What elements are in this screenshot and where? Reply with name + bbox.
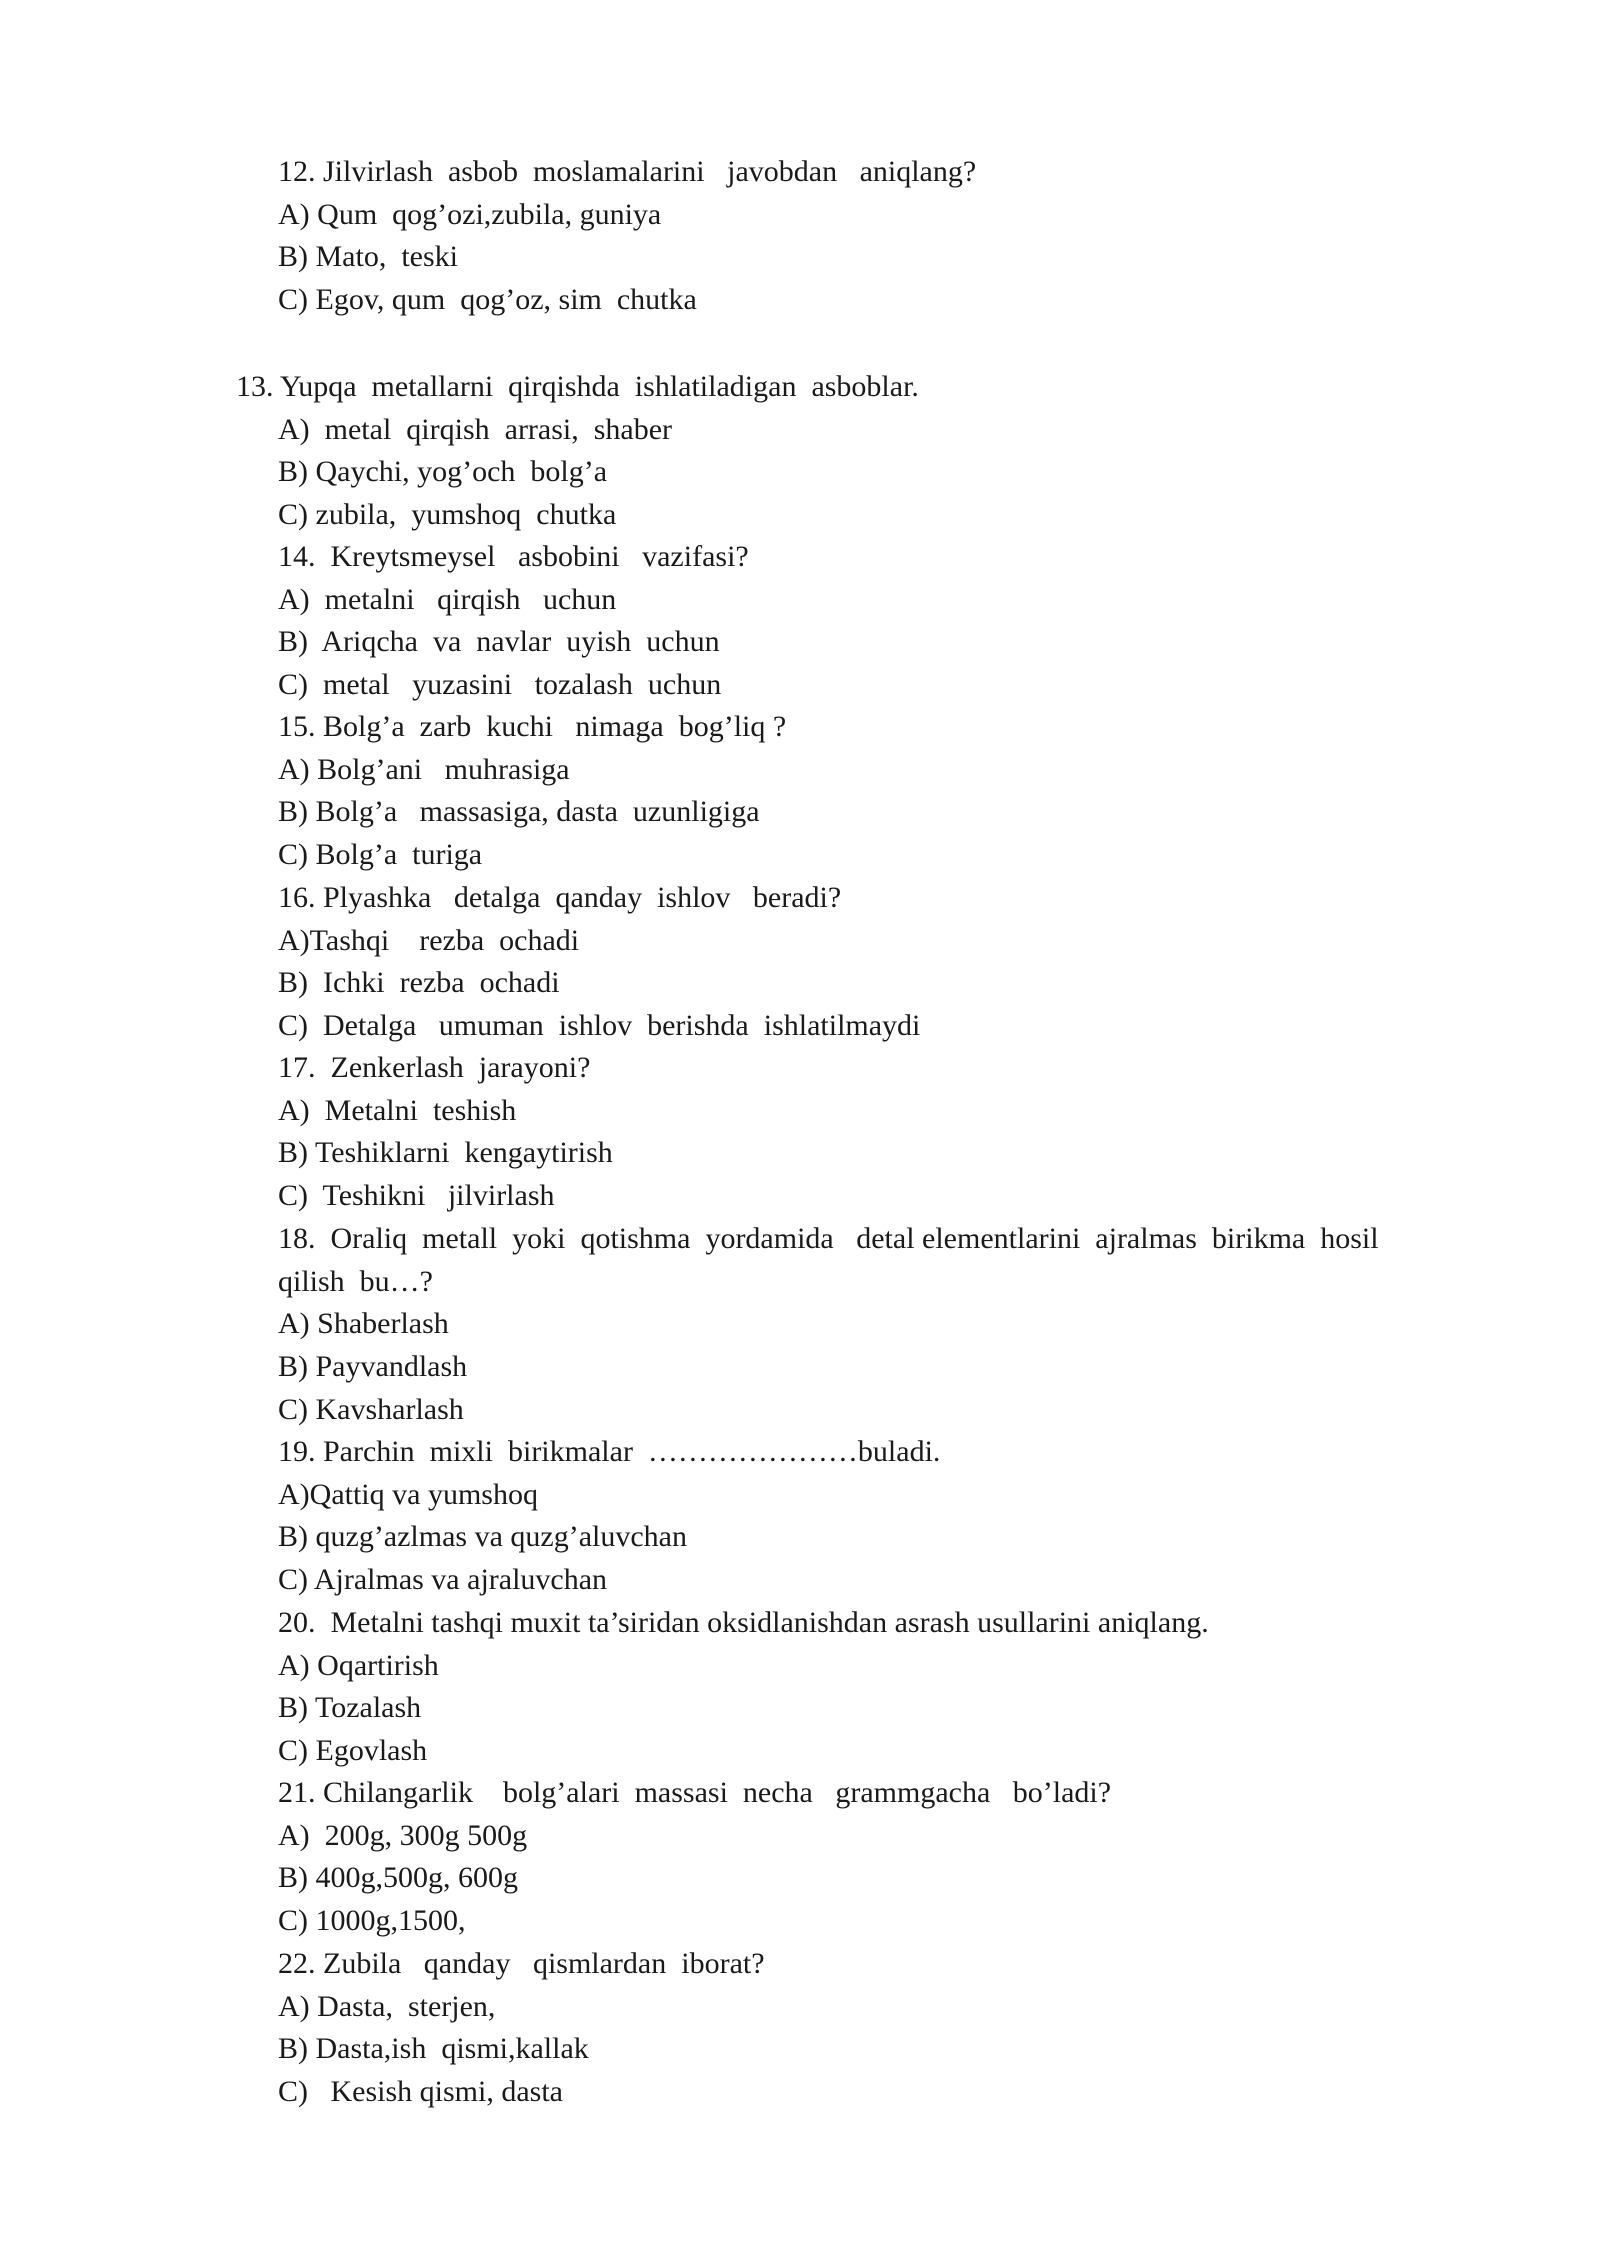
question-text: Metalni tashqi muxit ta’siridan oksidlanishdan asrash usullarini aniqlang. bbox=[323, 1606, 1209, 1639]
answer-option-a: A) Bolg’ani muhrasiga bbox=[278, 752, 570, 786]
question-21 bbox=[278, 1775, 1111, 1811]
answer-option-c: C) Ajralmas va ajraluvchan bbox=[278, 1563, 608, 1597]
answer-option-a: A) 200g, 300g 500g bbox=[278, 1818, 528, 1852]
answer-option-c: C) 1000g,1500, bbox=[278, 1904, 466, 1938]
answer-option-a: A) Dasta, sterjen, bbox=[278, 1989, 496, 2023]
question-text: Kreytsmeysel asbobini vazifasi? bbox=[323, 540, 749, 573]
answer-option-c: C) Teshikni jilvirlash bbox=[278, 1179, 555, 1213]
answer-option-b: B) Teshiklarni kengaytirish bbox=[278, 1136, 613, 1170]
question-15 bbox=[278, 709, 786, 745]
question-number: 12. bbox=[278, 155, 316, 188]
answer-option-b: B) Dasta,ish qismi,kallak bbox=[278, 2032, 589, 2066]
answer-option-c: C) Egovlash bbox=[278, 1734, 428, 1768]
answer-option-b: B) Payvandlash bbox=[278, 1350, 468, 1384]
question-number: 20. bbox=[278, 1606, 316, 1639]
answer-option-a: A) metal qirqish arrasi, shaber bbox=[278, 412, 673, 446]
answer-option-c: C) Egov, qum qog’oz, sim chutka bbox=[278, 283, 697, 317]
question-number: 21. bbox=[278, 1776, 316, 1809]
question-text: Plyashka detalga qanday ishlov beradi? bbox=[323, 881, 842, 914]
answer-option-b: B) Ariqcha va navlar uyish uchun bbox=[278, 625, 720, 659]
question-text: Chilangarlik bolg’alari massasi necha grammgacha bo’ladi? bbox=[323, 1776, 1112, 1809]
question-19 bbox=[278, 1434, 940, 1470]
question-number: 15. bbox=[278, 710, 316, 743]
question-12 bbox=[278, 154, 976, 190]
question-22 bbox=[278, 1946, 765, 1982]
answer-option-b: B) quzg’azlmas va quzg’aluvchan bbox=[278, 1520, 687, 1554]
question-text: Bolg’a zarb kuchi nimaga bog’liq ? bbox=[323, 710, 787, 743]
question-text: Jilvirlash asbob moslamalarini javobdan aniqlang? bbox=[323, 155, 977, 188]
answer-option-c: C) Kesish qismi, dasta bbox=[278, 2075, 563, 2109]
answer-option-b: B) Bolg’a massasiga, dasta uzunligiga bbox=[278, 795, 760, 829]
question-number: 14. bbox=[278, 540, 316, 573]
answer-option-c: C) zubila, yumshoq chutka bbox=[278, 498, 617, 532]
question-number: 18. bbox=[278, 1222, 316, 1255]
answer-option-a: A)Tashqi rezba ochadi bbox=[278, 923, 580, 957]
question-text: Oraliq metall yoki qotishma yordamida detal elementlarini ajralmas birikma hosil bbox=[323, 1222, 1379, 1255]
question-number: 16. bbox=[278, 881, 316, 914]
question-18 bbox=[278, 1221, 1379, 1257]
answer-option-a: A) Oqartirish bbox=[278, 1648, 439, 1682]
answer-option-b: B) Mato, teski bbox=[278, 240, 458, 274]
answer-option-b: B) Qaychi, yog’och bolg’a bbox=[278, 455, 608, 489]
question-text-continued: qilish bu…? bbox=[278, 1264, 433, 1298]
answer-option-a: A) metalni qirqish uchun bbox=[278, 582, 617, 616]
answer-option-a: A) Metalni teshish bbox=[278, 1093, 517, 1127]
question-14 bbox=[278, 539, 749, 575]
question-text: Zubila qanday qismlardan iborat? bbox=[323, 1947, 765, 1980]
question-17 bbox=[278, 1050, 590, 1086]
answer-option-b: B) Ichki rezba ochadi bbox=[278, 966, 560, 1000]
question-number: 17. bbox=[278, 1051, 316, 1084]
answer-option-c: C) Bolg’a turiga bbox=[278, 838, 483, 872]
question-text: Yupqa metallarni qirqishda ishlatiladigan asboblar. bbox=[279, 370, 919, 403]
answer-option-c: C) metal yuzasini tozalash uchun bbox=[278, 668, 722, 702]
question-20 bbox=[278, 1605, 1209, 1641]
question-number: 19. bbox=[278, 1435, 316, 1468]
question-text: Zenkerlash jarayoni? bbox=[323, 1051, 591, 1084]
answer-option-b: B) 400g,500g, 600g bbox=[278, 1861, 518, 1895]
answer-option-b: B) Tozalash bbox=[278, 1691, 422, 1725]
answer-option-a: A)Qattiq va yumshoq bbox=[278, 1477, 538, 1511]
question-16 bbox=[278, 880, 841, 916]
answer-option-c: C) Detalga umuman ishlov berishda ishlatilmaydi bbox=[278, 1009, 921, 1043]
question-13 bbox=[236, 369, 919, 405]
answer-option-c: C) Kavsharlash bbox=[278, 1392, 464, 1426]
question-number: 22. bbox=[278, 1947, 316, 1980]
question-text: Parchin mixli birikmalar …………………buladi. bbox=[323, 1435, 941, 1468]
answer-option-a: A) Shaberlash bbox=[278, 1307, 449, 1341]
answer-option-a: A) Qum qog’ozi,zubila, guniya bbox=[278, 197, 662, 231]
question-number: 13. bbox=[236, 370, 274, 403]
